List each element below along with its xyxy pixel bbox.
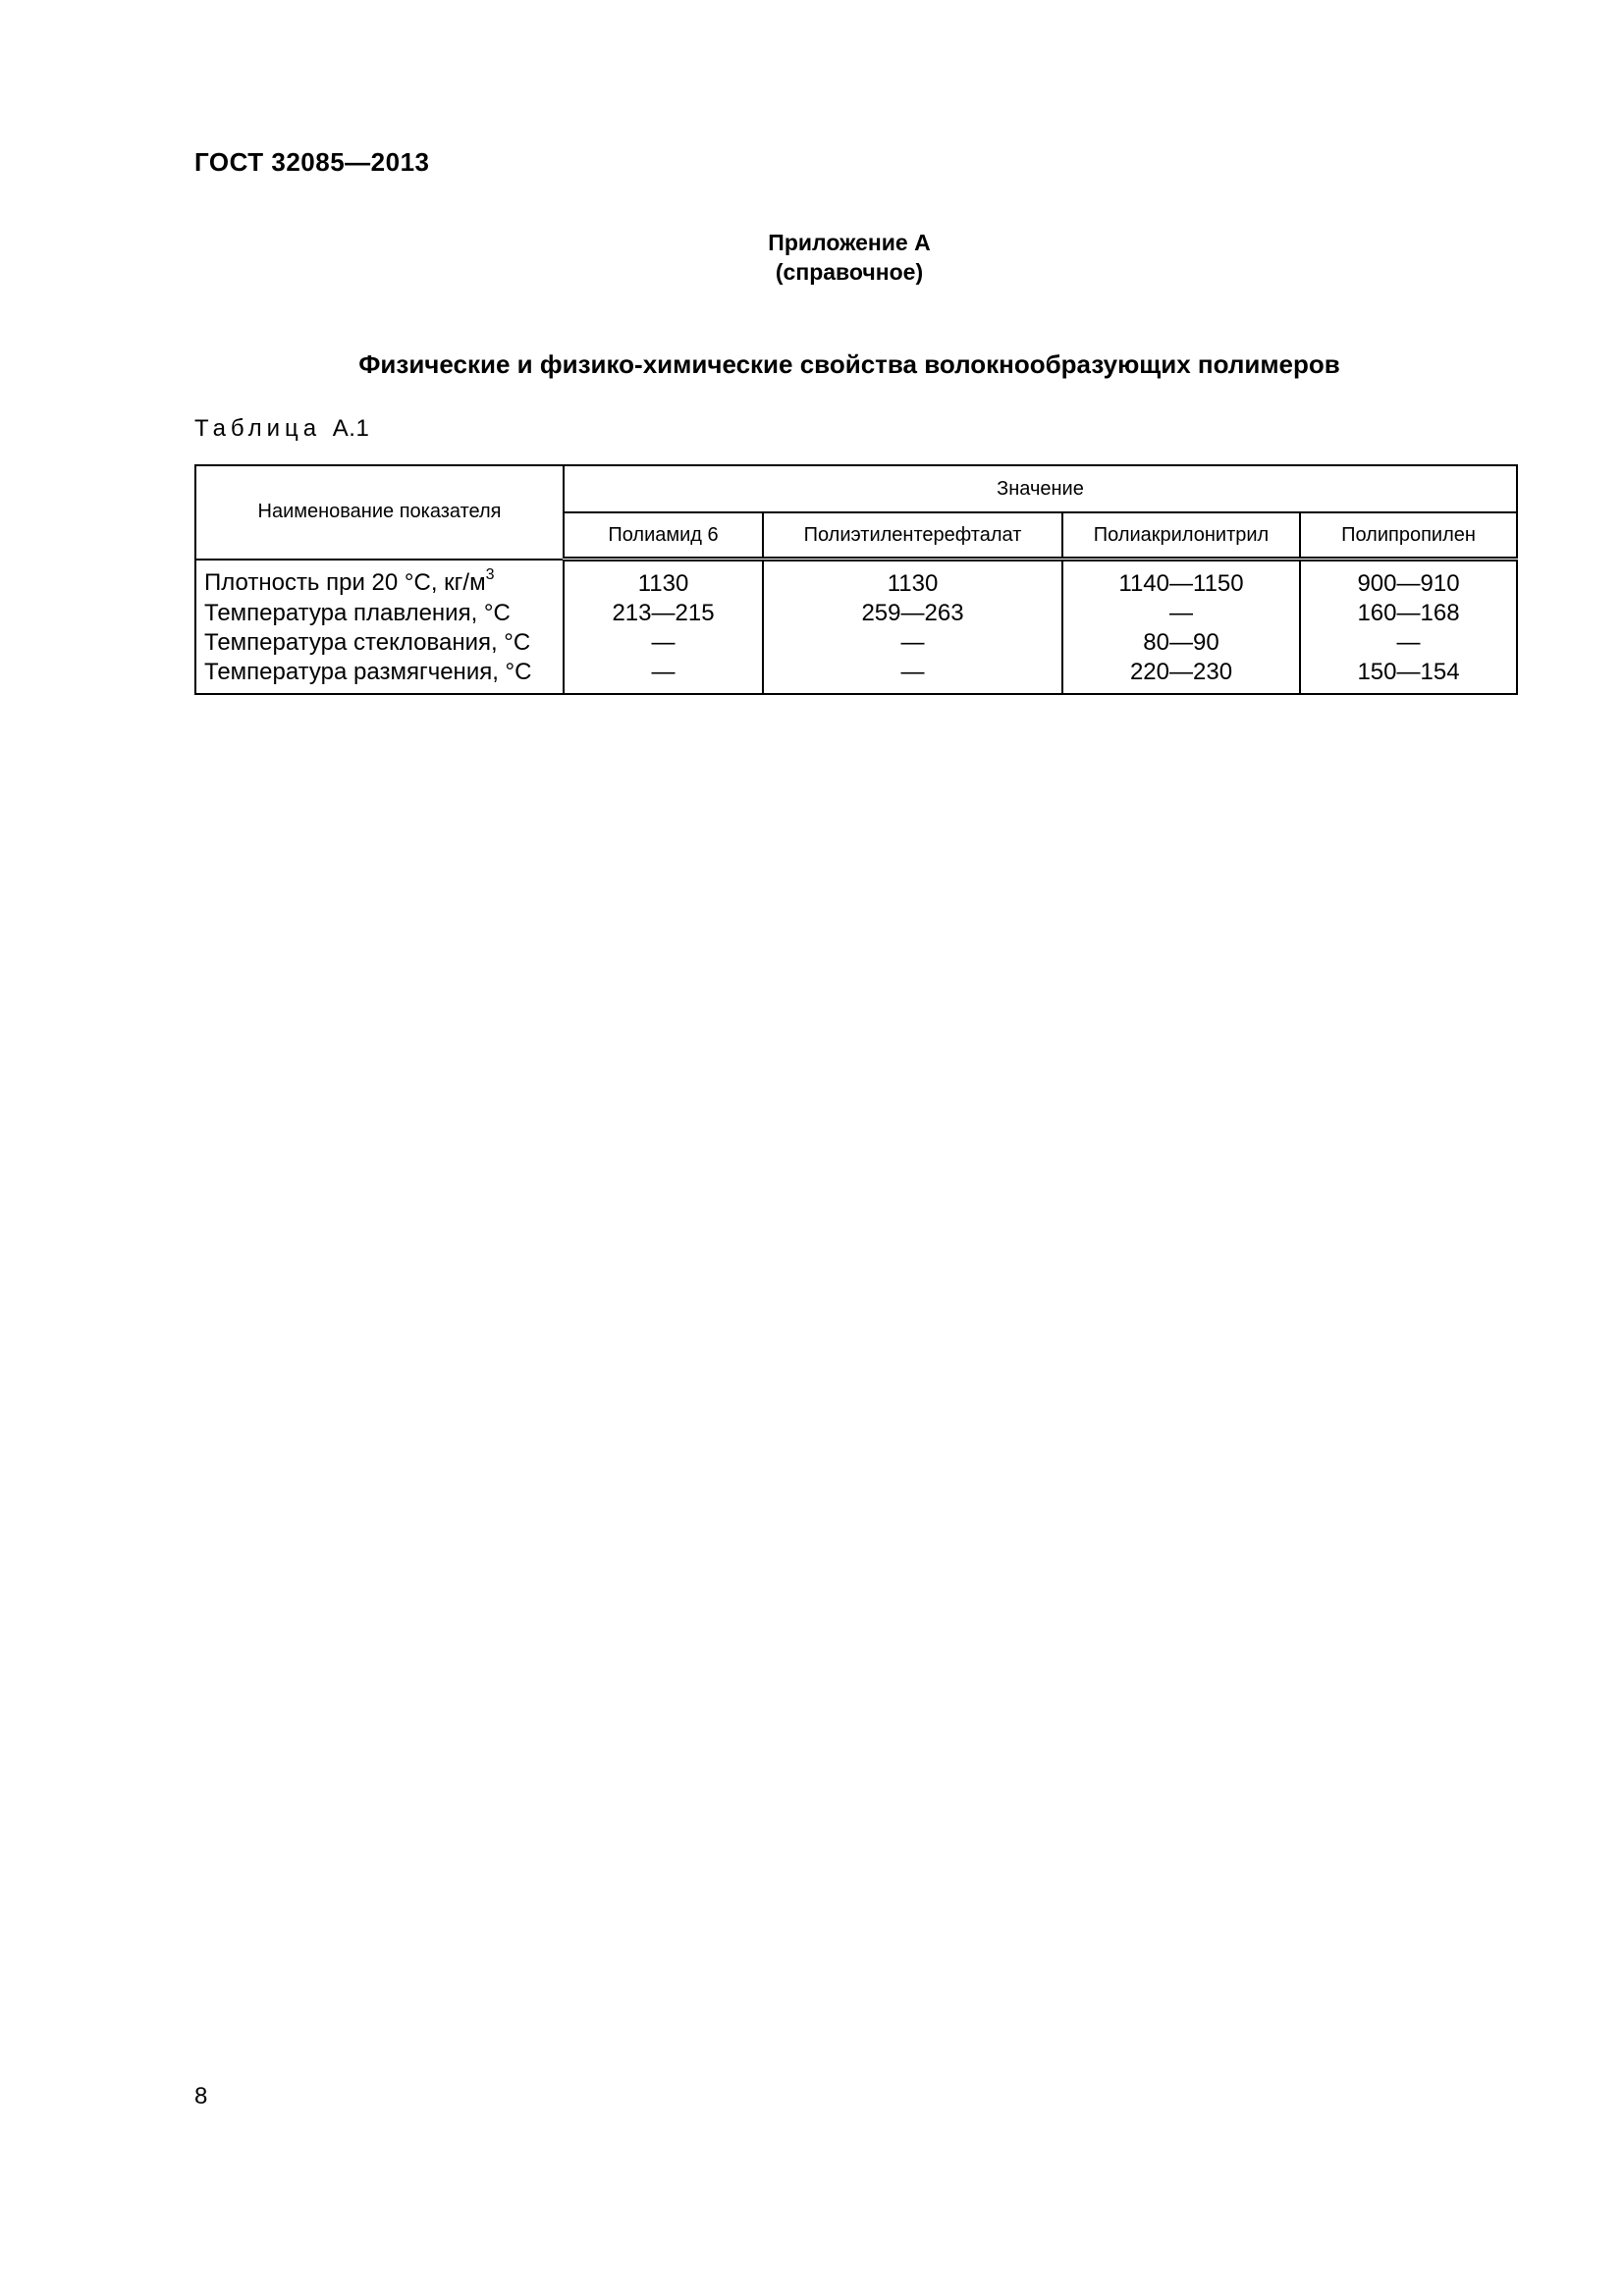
table-row [195,628,1517,658]
header-name-column: Наименование показателя [195,465,564,560]
table-row [195,560,1517,600]
document-code: ГОСТ 32085—2013 [194,147,430,177]
row-name: Температура размягчения, °С [195,658,564,694]
cell-value: 160—168 [1300,599,1517,628]
header-polyamide: Полиамид 6 [564,512,763,560]
header-polypropylene: Полипропилен [1300,512,1517,560]
cell-value: — [564,628,763,658]
cell-value: 1130 [763,560,1062,600]
cell-value: — [564,658,763,694]
row-name: Температура стеклования, °С [195,628,564,658]
header-value-group: Значение [564,465,1517,512]
cell-value: 259—263 [763,599,1062,628]
cell-value: 150—154 [1300,658,1517,694]
appendix-title: Приложение А [768,230,931,255]
row-name: Температура плавления, °С [195,599,564,628]
row-name: Плотность при 20 °С, $кг/м^3$ [195,560,564,600]
table-caption [194,415,369,443]
cell-value: 900—910 [1300,560,1517,600]
section-title: Физические и физико-химические свойства волокнообразующих полимеров [358,349,1340,379]
cell-value: 1130 [564,560,763,600]
table-caption-number: А.1 [332,415,370,442]
header-polyacrylonitrile: Полиакрилонитрил [1062,512,1300,560]
page-number: 8 [194,2083,208,2109]
cell-value: — [1300,628,1517,658]
properties-table [194,464,1518,695]
table-row [195,599,1517,628]
row-name-superscript: 3 [485,565,495,583]
cell-value: — [763,658,1062,694]
cell-value: 1140—1150 [1062,560,1300,600]
cell-value: 213—215 [564,599,763,628]
cell-value: 80—90 [1062,628,1300,658]
cell-value: — [1062,599,1300,628]
cell-value: — [763,628,1062,658]
cell-value: 220—230 [1062,658,1300,694]
appendix-kind: (справочное) [775,259,924,285]
table-caption-word: Таблица [194,415,322,442]
header-pet: Полиэтилентерефталат [763,512,1062,560]
table-row [195,658,1517,694]
